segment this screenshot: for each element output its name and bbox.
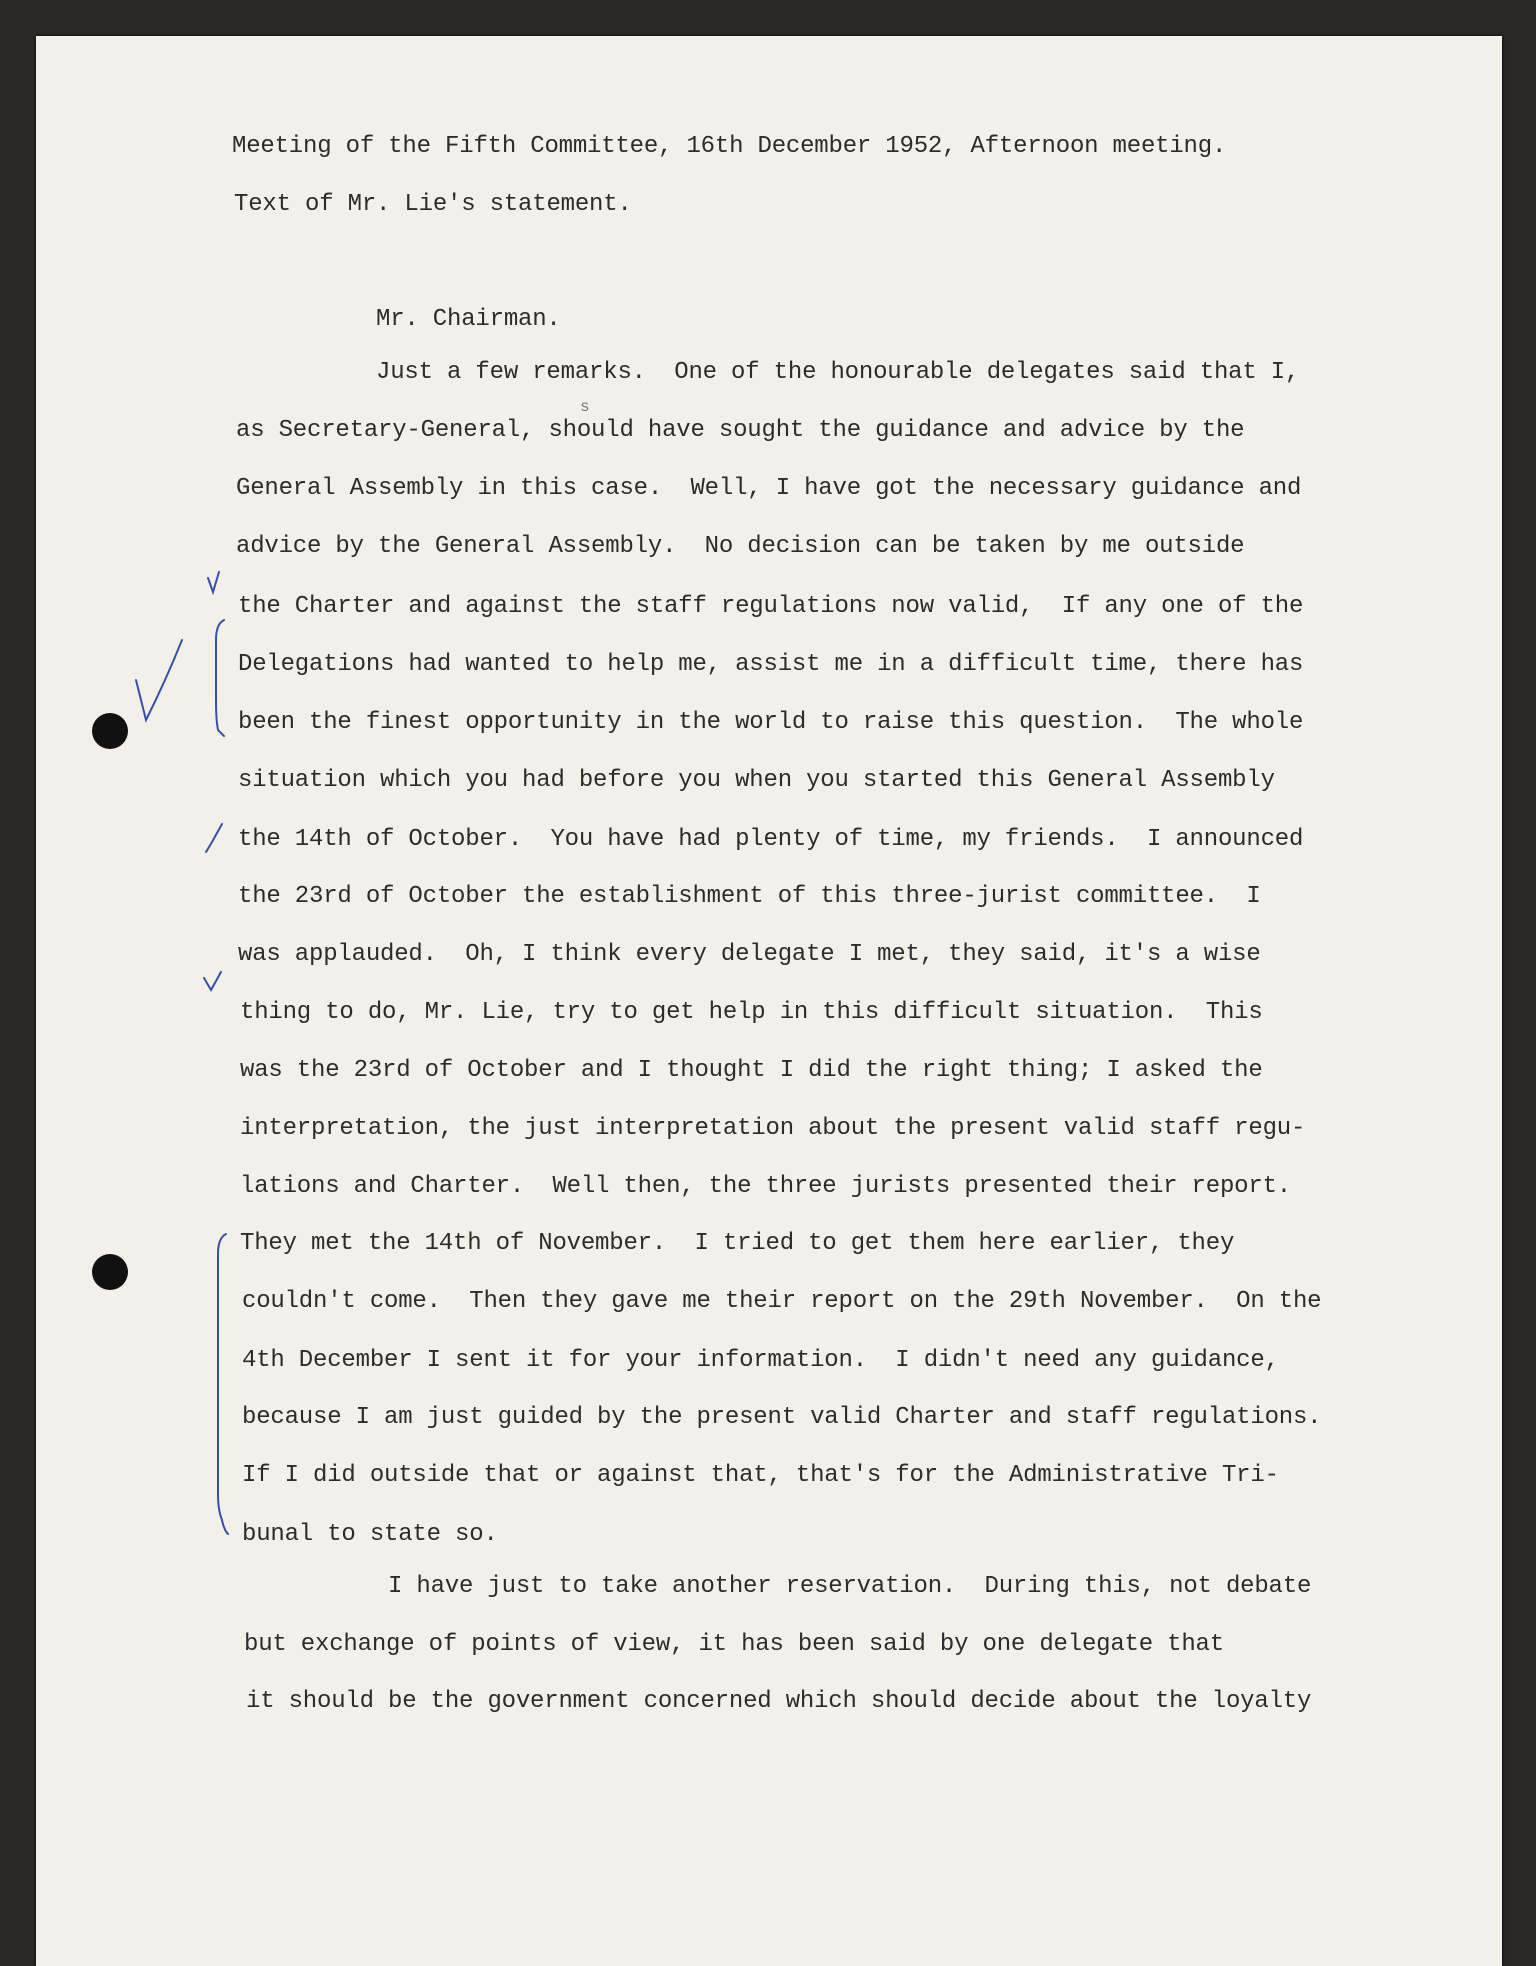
text-line: the 14th of October. You have had plenty of time, my friends. I announced (238, 826, 1304, 853)
margin-bracket (218, 1234, 228, 1534)
text-line: General Assembly in this case. Well, I have got the necessary guidance and (236, 475, 1302, 502)
document-title: Meeting of the Fifth Committee, 16th December 1952, Afternoon meeting. (232, 133, 1227, 160)
checkmark-icon (208, 572, 219, 592)
text-line: couldn't come. Then they gave me their report on the 29th November. On the (242, 1288, 1322, 1315)
margin-bracket (216, 620, 224, 736)
document-subtitle: Text of Mr. Lie's statement. (234, 191, 632, 218)
text-line: it should be the government concerned which should decide about the loyalty (246, 1688, 1312, 1715)
punch-hole (92, 1254, 128, 1290)
text-line: was applauded. Oh, I think every delegate I met, they said, it's a wise (238, 941, 1261, 968)
handwritten-correction: s (580, 398, 590, 416)
text-line: bunal to state so. (242, 1521, 498, 1548)
text-line: because I am just guided by the present valid Charter and staff regulations. (242, 1404, 1322, 1431)
salutation: Mr. Chairman. (376, 306, 561, 333)
text-line: been the finest opportunity in the world to raise this question. The whole (238, 709, 1304, 736)
text-line: interpretation, the just interpretation about the present valid staff regu- (240, 1115, 1306, 1142)
text-line: Delegations had wanted to help me, assist me in a difficult time, there has (238, 651, 1304, 678)
text-line: the 23rd of October the establishment of this three-jurist committee. I (238, 883, 1261, 910)
text-line: If I did outside that or against that, that's for the Administrative Tri- (242, 1462, 1279, 1489)
text-line: Just a few remarks. One of the honourable delegates said that I, (376, 359, 1300, 386)
text-line: lations and Charter. Well then, the three jurists presented their report. (240, 1173, 1291, 1200)
text-line: thing to do, Mr. Lie, try to get help in this difficult situation. This (240, 999, 1263, 1026)
text-line: I have just to take another reservation. During this, not debate (388, 1573, 1312, 1600)
punch-hole (92, 713, 128, 749)
large-check-icon (136, 640, 182, 720)
text-line: They met the 14th of November. I tried to get them here earlier, they (240, 1230, 1235, 1257)
text-line: the Charter and against the staff regulations now valid, If any one of the (238, 593, 1304, 620)
checkmark-icon (206, 824, 222, 852)
text-line: situation which you had before you when you started this General Assembly (238, 767, 1275, 794)
text-line: as Secretary-General, should have sought the guidance and advice by the (236, 417, 1245, 444)
text-line: but exchange of points of view, it has been said by one delegate that (244, 1631, 1224, 1658)
text-line: advice by the General Assembly. No decision can be taken by me outside (236, 533, 1245, 560)
text-line: was the 23rd of October and I thought I did the right thing; I asked the (240, 1057, 1263, 1084)
text-line: 4th December I sent it for your information. I didn't need any guidance, (242, 1347, 1279, 1374)
checkmark-icon (204, 972, 221, 990)
